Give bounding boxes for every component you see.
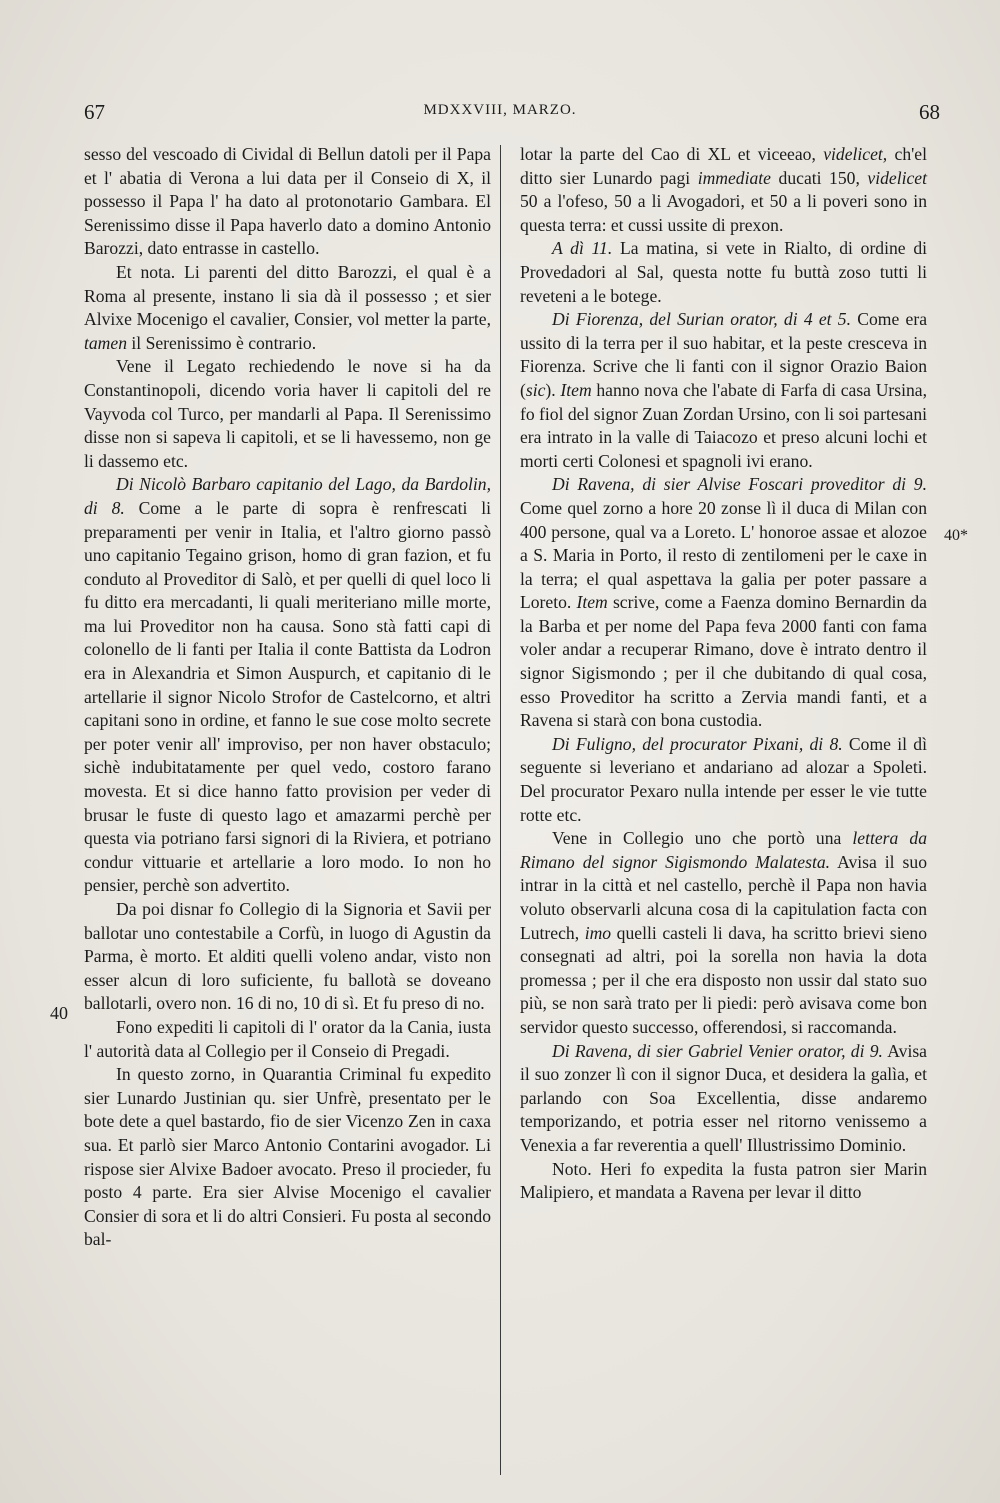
paragraph: Di Nicolò Barbaro capitanio del Lago, da Bardolin, di 8. Come a le parte di sopra è renfrescati li preparamenti per venir in Italia, et l'altro giorno passò uno capitanio Tegaino grison, homo di gran fazion, et fu conduto al Proveditor di Salò, et per quelli di quel loco li fu ditto era mercadanti, li quali meriteriano mille morte, ma lui Proveditor non ha causa. Sono stà fatti capi di colonello de li fanti per Italia il conte Battista da Lodron era in Alexandria et Simon Auspurch, et capitanio di le artellarie il signor Nicolo Strofor de Castelcorno, et altri capitani sono in ordine, et fanno le sue cose molto secrete per poter venir all' improviso, per non haver obstaculo; sichè indubitatamente per quel vedo, costoro farano movesta. Et si dice hanno fatto provision per veder di brusar le fuste di questo lago et amazarmi perchè per questa via potriano farsi signori di la Riviera, et potriano condur vittuarie et artellarie a loro modo. Io non ho pensier, perchè son advertito. xyxy=(84,474,492,896)
paragraph: Di Fuligno, del procurator Pixani, di 8. Come il dì seguente si leveriano et andariano ad alozar a Spoleti. Del procurator Pexaro nulla intende per esser le vie tutte rotte etc. xyxy=(520,733,927,825)
paragraph: Da poi disnar fo Collegio di la Signoria et Savii per ballotar uno contestabile a Corfù, in luogo di Agustin da Parma, è morto. Et alditi quelli voleno andar, visto non esser alcun di loro suficiente, fu ballotà se doveano ballotarli, overo non. 16 di no, 10 di sì. Et fu preso di no. xyxy=(84,899,491,1014)
entry-heading: Di Fuligno, del procurator Pixani, di 8. xyxy=(552,733,843,754)
margin-line-number-left: 40 xyxy=(50,1003,68,1023)
entry-heading: Di Nicolò Barbaro capitanio del Lago, da Bardolin, di 8. xyxy=(84,474,491,518)
paragraph: Et nota. Li parenti del ditto Barozzi, el qual è a Roma al presente, instano li sia dà il possesso ; et sier Alvixe Mocenigo el cavalier, Consier, vol metter la parte, tamen il Serenissimo è contrario. xyxy=(84,261,491,353)
paragraph: Di Ravena, di sier Alvise Foscari proveditor di 9. Come quel zorno a hore 20 zonse lì il duca di Milan con 400 persone, qual va a Loreto. L' honoroe assae et alozoe a S. Maria in Porto, il resto di zentilomeni per le caxe in la terra; el qual aspettava la galia per poter passare a Loreto. Item scrive, come a Faenza domino Bernardin da la Barba et per nome del Papa feva 2000 fanti con fama voler andar a recuperar Rimano, dove è intrato dentro il signor Sigismondo ; per il che dubitando di qual cosa, esso Proveditor ha scritto a Zervia mandi fanti, et a Ravena si starà con bona custodia. xyxy=(520,474,927,731)
paragraph: lotar la parte del Cao di XL et viceeao, videlicet, ch'el ditto sier Lunardo pagi immediate ducati 150, videlicet 50 a l'ofeso, 50 a li Avogadori, et 50 a li poveri sono in questa terra: et cussi ussite di prexon. xyxy=(520,144,927,235)
column-divider xyxy=(500,145,501,1475)
margin-line-number-right: 40* xyxy=(944,527,968,544)
paragraph: Vene il Legato rechiedendo le nove si ha da Constantinopoli, dicendo voria haver li capitoli del re Vayvoda col Turco, per mandarli al Papa. Il Serenissimo disse non si sapeva li capitoli, et se li havessemo, non ge li dassemo etc. xyxy=(84,356,491,471)
left-column xyxy=(84,143,491,1252)
entry-heading: Di Fiorenza, del Surian orator, di 4 et 5. xyxy=(552,309,852,330)
entry-heading: A dì 11. xyxy=(552,238,613,259)
right-column xyxy=(520,143,927,1205)
paragraph: sesso del vescoado di Cividal di Bellun datoli per il Papa et l' abatia di Verona a lui data per il Conseio di X, il possesso il Papa l' ha dato al protonotario Gambara. El Serenissimo disse il Papa haverlo dato a domino Antonio Barozzi, dato entrasse in castello. xyxy=(84,144,491,259)
page-header xyxy=(60,100,940,132)
paragraph: Vene in Collegio uno che portò una lettera da Rimano del signor Sigismondo Malatesta. Avisa il suo intrar in la città et nel castello, perchè il Papa non havia voluto observarli alcuna cosa di la capitulation facta con Lutrech, imo quelli casteli li dava, ha scritto brievi sieno consegnati ad altri, poi la sorella non havia la dota promessa ; per il che era disposto non ussir dal stato suo più, se non sarà trato per li piedi: però avisava come bon servidor questo successo, offerendosi, si raccomanda. xyxy=(520,828,928,1037)
paragraph: Fono expediti li capitoli di l' orator da la Cania, iusta l' autorità data al Collegio per il Conseio di Pregadi. xyxy=(84,1016,491,1061)
entry-heading: Di Ravena, di sier Gabriel Venier orator, di 9. xyxy=(552,1040,883,1061)
paragraph: Noto. Heri fo expedita la fusta patron sier Marin Malipiero, et mandata a Ravena per levar il ditto xyxy=(520,1158,927,1203)
page-number-left: 67 xyxy=(84,100,105,124)
paragraph: A dì 11. La matina, si vete in Rialto, di ordine di Provedadori al Sal, questa notte fu buttà zoso tutti li reveteni a le botege. xyxy=(520,238,927,306)
paragraph: Di Ravena, di sier Gabriel Venier orator, di 9. Avisa il suo zonzer lì con il signor Duca, et desidera la galìa, et parlando con Soa Excellentia, disse andaremo temporizando, et potria esser nel ritorno venissemo a Venexia a far reverentia a quell' Illustrissimo Dominio. xyxy=(520,1040,927,1155)
page-number-right: 68 xyxy=(919,100,940,124)
running-title: MDXXVIII, MARZO. xyxy=(423,102,577,118)
entry-heading: Di Ravena, di sier Alvise Foscari proveditor di 9. xyxy=(552,474,927,495)
paragraph: Di Fiorenza, del Surian orator, di 4 et 5. Come era ussito di la terra per il suo habitar, et la peste cresceva in Fiorenza. Scrive che li fanti con il signor Orazio Baion (sic). Item hanno nova che l'abate di Farfa di casa Ursina, fo fiol del signor Zuan Zordan Ursino, con li soi partesani era intrato in la valle di Taiacozo et preso alcuni lochi et morti certi Colonesi et spagnoli ivi erano. xyxy=(520,309,928,471)
paragraph: In questo zorno, in Quarantia Criminal fu expedito sier Lunardo Justinian qu. sier Unfrè, presentato per le bote dete a quel bastardo, fio de sier Vicenzo Zen in caxa sua. Et parlò sier Marco Antonio Contarini avogador. Li rispose sier Alvixe Badoer avocato. Preso il procieder, fu posto 4 parte. Era sier Alvise Mocenigo el cavalier Consier di sora et li do altri Consieri. Fu posta al secondo bal- xyxy=(84,1064,491,1250)
